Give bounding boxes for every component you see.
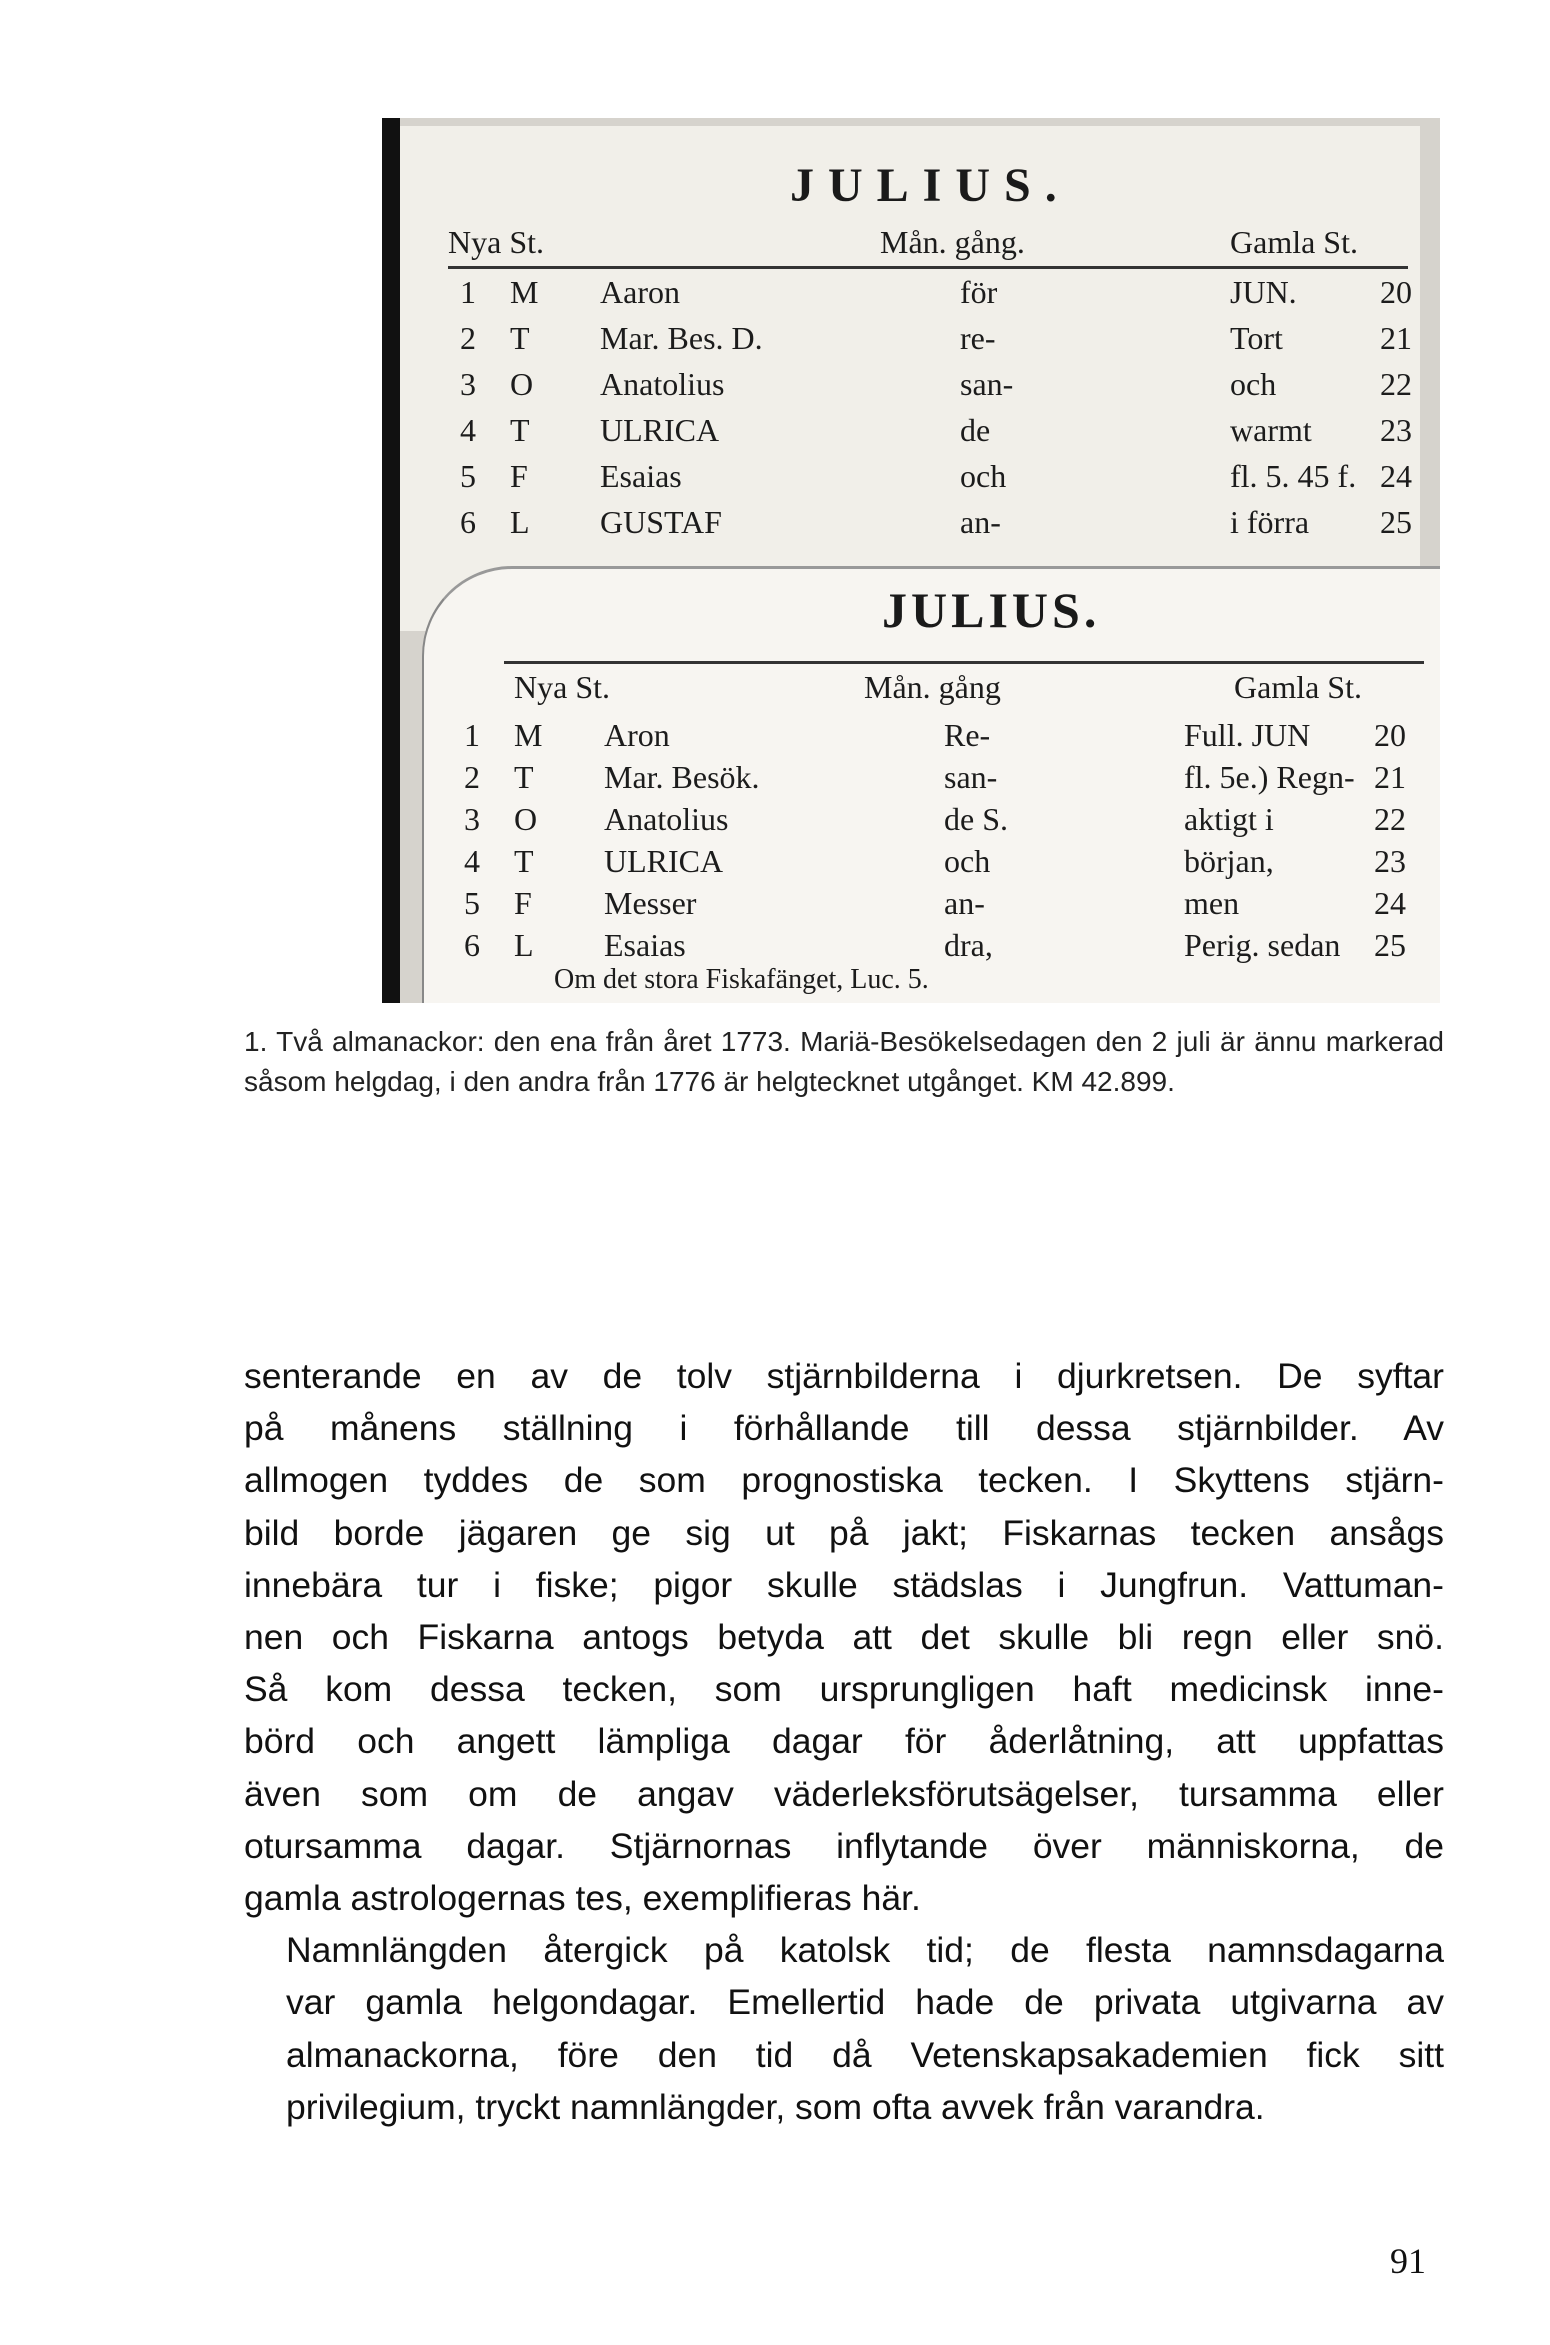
almanac-cell: och bbox=[1230, 366, 1277, 402]
almanac-1776-header bbox=[424, 669, 1440, 713]
almanac-cell: M bbox=[514, 717, 543, 753]
text-line: innebära tur i fiske; pigor skulle städslas i Jungfrun. Vattuman- bbox=[244, 1564, 1444, 1605]
almanac-cell: M bbox=[510, 274, 539, 310]
almanac-cell: Tort bbox=[1230, 320, 1283, 356]
almanac-cell: 20 bbox=[1380, 274, 1412, 310]
almanac-row bbox=[400, 274, 1420, 318]
almanac-cell: början, bbox=[1184, 843, 1274, 879]
figure-caption: 1. Två almanackor: den ena från året 1773. Mariä-Besökelsedagen den 2 juli är ännu markerad såsom helgdag, i den andra från 1776 är helgtecknet utgånget. KM 42.899. bbox=[244, 1026, 1444, 1097]
almanac-cell: 22 bbox=[1374, 801, 1406, 837]
header-rule bbox=[448, 266, 1408, 269]
header-old-style: Gamla St. bbox=[1230, 224, 1358, 260]
text-line: bild borde jägaren ge sig ut på jakt; Fiskarnas tecken ansågs bbox=[244, 1512, 1444, 1553]
almanac-cell: men bbox=[1184, 885, 1240, 921]
almanac-cell: GUSTAF bbox=[600, 504, 722, 540]
almanac-cell: 6 bbox=[464, 927, 480, 963]
almanac-cell: Anatolius bbox=[600, 366, 725, 402]
almanac-cell: 4 bbox=[464, 843, 480, 879]
almanac-cell: L bbox=[510, 504, 530, 540]
almanac-cell: Perig. sedan bbox=[1184, 927, 1341, 963]
almanac-1776-footer bbox=[424, 964, 1440, 1003]
almanac-cell: 25 bbox=[1380, 504, 1412, 540]
almanac-cell: och bbox=[944, 843, 991, 879]
almanac-cell: 3 bbox=[464, 801, 480, 837]
almanac-cell: de S. bbox=[944, 801, 1008, 837]
almanac-cell: de bbox=[960, 412, 991, 448]
text-line: allmogen tyddes de som prognostiska tecken. I Skyttens stjärn- bbox=[244, 1460, 1444, 1501]
header-moon: Mån. gång bbox=[864, 669, 1001, 705]
almanac-cell: 20 bbox=[1374, 717, 1406, 753]
almanac-cell: 2 bbox=[460, 320, 476, 356]
almanac-cell: T bbox=[510, 320, 530, 356]
text-line: var gamla helgondagar. Emellertid hade de privata utgivarna av bbox=[286, 1982, 1444, 2023]
almanac-row bbox=[400, 412, 1420, 456]
almanac-cell: 24 bbox=[1374, 885, 1406, 921]
almanac-cell: Re- bbox=[944, 717, 991, 753]
almanac-row bbox=[424, 843, 1440, 887]
almanac-cell: Messer bbox=[604, 885, 697, 921]
almanac-row bbox=[424, 717, 1440, 761]
almanac-cell: fl. 5e.) Regn- bbox=[1184, 759, 1355, 795]
almanac-cell: ULRICA bbox=[604, 843, 724, 879]
almanac-cell: Mar. Bes. D. bbox=[600, 320, 763, 356]
almanac-cell: 3 bbox=[460, 366, 476, 402]
almanac-cell: 2 bbox=[464, 759, 480, 795]
almanac-row bbox=[424, 885, 1440, 929]
almanac-cell: O bbox=[514, 801, 538, 837]
almanac-cell: 21 bbox=[1374, 759, 1406, 795]
almanac-cell: 1 bbox=[460, 274, 476, 310]
almanac-cell: fl. 5. 45 f. bbox=[1230, 458, 1357, 494]
almanac-row bbox=[400, 504, 1420, 548]
text-line: börd och angett lämpliga dagar för åderlåtning, att uppfattas bbox=[244, 1721, 1444, 1762]
almanac-cell: ULRICA bbox=[600, 412, 720, 448]
footer-text: Om det stora Fiskafänget, Luc. 5. bbox=[554, 964, 929, 995]
almanac-figure bbox=[382, 118, 1440, 1003]
almanac-cell: Mar. Besök. bbox=[604, 759, 760, 795]
text-line: på månens ställning i förhållande till dessa stjärnbilder. Av bbox=[244, 1408, 1444, 1449]
almanac-cell: 4 bbox=[460, 412, 476, 448]
almanac-cell: 6 bbox=[460, 504, 476, 540]
almanac-cell: Aron bbox=[604, 717, 670, 753]
text-line: även som om de angav väderleksförutsägelser, tursamma eller bbox=[244, 1773, 1444, 1814]
text-line: Namnlängden återgick på katolsk tid; de flesta namnsdagarna bbox=[286, 1930, 1444, 1971]
almanac-cell: 23 bbox=[1380, 412, 1412, 448]
text-line: senterande en av de tolv stjärnbilderna i djurkretsen. De syftar bbox=[244, 1356, 1444, 1396]
almanac-cell: Anatolius bbox=[604, 801, 729, 837]
text-line: otursamma dagar. Stjärnornas inflytande över människorna, de bbox=[244, 1825, 1444, 1866]
body-text bbox=[244, 1350, 1444, 2133]
header-old-style: Gamla St. bbox=[1234, 669, 1362, 705]
almanac-cell: Esaias bbox=[604, 927, 686, 963]
almanac-cell: T bbox=[514, 759, 534, 795]
almanac-1773-title: JULIUS. bbox=[790, 159, 1071, 212]
almanac-cell: Esaias bbox=[600, 458, 682, 494]
almanac-cell: T bbox=[510, 412, 530, 448]
text-line: almanackorna, före den tid då Vetenskapsakademien fick sitt bbox=[286, 2034, 1444, 2075]
header-new-style: Nya St. bbox=[448, 224, 544, 260]
almanac-cell: F bbox=[510, 458, 528, 494]
text-line: nen och Fiskarna antogs betyda att det skulle bli regn eller snö. bbox=[244, 1617, 1444, 1658]
almanac-cell: och bbox=[960, 458, 1007, 494]
almanac-1773-header bbox=[400, 224, 1420, 268]
almanac-1776 bbox=[422, 566, 1440, 1003]
almanac-cell: san- bbox=[944, 759, 998, 795]
almanac-row bbox=[400, 366, 1420, 410]
text-line: Så kom dessa tecken, som ursprungligen haft medicinsk inne- bbox=[244, 1669, 1444, 1710]
scan-edge bbox=[382, 118, 400, 1003]
almanac-cell: O bbox=[510, 366, 534, 402]
almanac-cell: för bbox=[960, 274, 998, 310]
almanac-cell: 23 bbox=[1374, 843, 1406, 879]
text-line: privilegium, tryckt namnlängder, som ofta avvek från varandra. bbox=[286, 2086, 1265, 2127]
almanac-cell: dra, bbox=[944, 927, 993, 963]
almanac-cell: 24 bbox=[1380, 458, 1412, 494]
almanac-cell: re- bbox=[960, 320, 996, 356]
almanac-1776-title: JULIUS. bbox=[882, 582, 1101, 638]
almanac-cell: 5 bbox=[460, 458, 476, 494]
almanac-cell: an- bbox=[944, 885, 985, 921]
almanac-cell: 25 bbox=[1374, 927, 1406, 963]
almanac-cell: Aaron bbox=[600, 274, 680, 310]
almanac-cell: JUN. bbox=[1230, 274, 1297, 310]
almanac-cell: T bbox=[514, 843, 534, 879]
almanac-cell: i förra bbox=[1230, 504, 1310, 540]
text-line: gamla astrologernas tes, exemplifieras här. bbox=[244, 1878, 921, 1919]
header-new-style: Nya St. bbox=[514, 669, 610, 705]
almanac-cell: 22 bbox=[1380, 366, 1412, 402]
almanac-cell: 1 bbox=[464, 717, 480, 753]
almanac-row bbox=[400, 320, 1420, 364]
paragraph-1 bbox=[244, 1350, 1444, 1924]
almanac-cell: F bbox=[514, 885, 532, 921]
almanac-cell: warmt bbox=[1230, 412, 1312, 448]
almanac-cell: 21 bbox=[1380, 320, 1412, 356]
almanac-1773 bbox=[400, 126, 1420, 631]
almanac-cell: san- bbox=[960, 366, 1014, 402]
almanac-cell: an- bbox=[960, 504, 1001, 540]
title-rule bbox=[504, 661, 1424, 664]
almanac-row bbox=[400, 458, 1420, 502]
header-moon: Mån. gång. bbox=[880, 224, 1025, 260]
almanac-cell: aktigt i bbox=[1184, 801, 1274, 837]
almanac-row bbox=[424, 759, 1440, 803]
almanac-row bbox=[424, 801, 1440, 845]
almanac-cell: L bbox=[514, 927, 534, 963]
paragraph-2 bbox=[244, 1924, 1444, 2133]
almanac-cell: 5 bbox=[464, 885, 480, 921]
page-number: 91 bbox=[1390, 2241, 1426, 2281]
almanac-cell: Full. JUN bbox=[1184, 717, 1311, 753]
